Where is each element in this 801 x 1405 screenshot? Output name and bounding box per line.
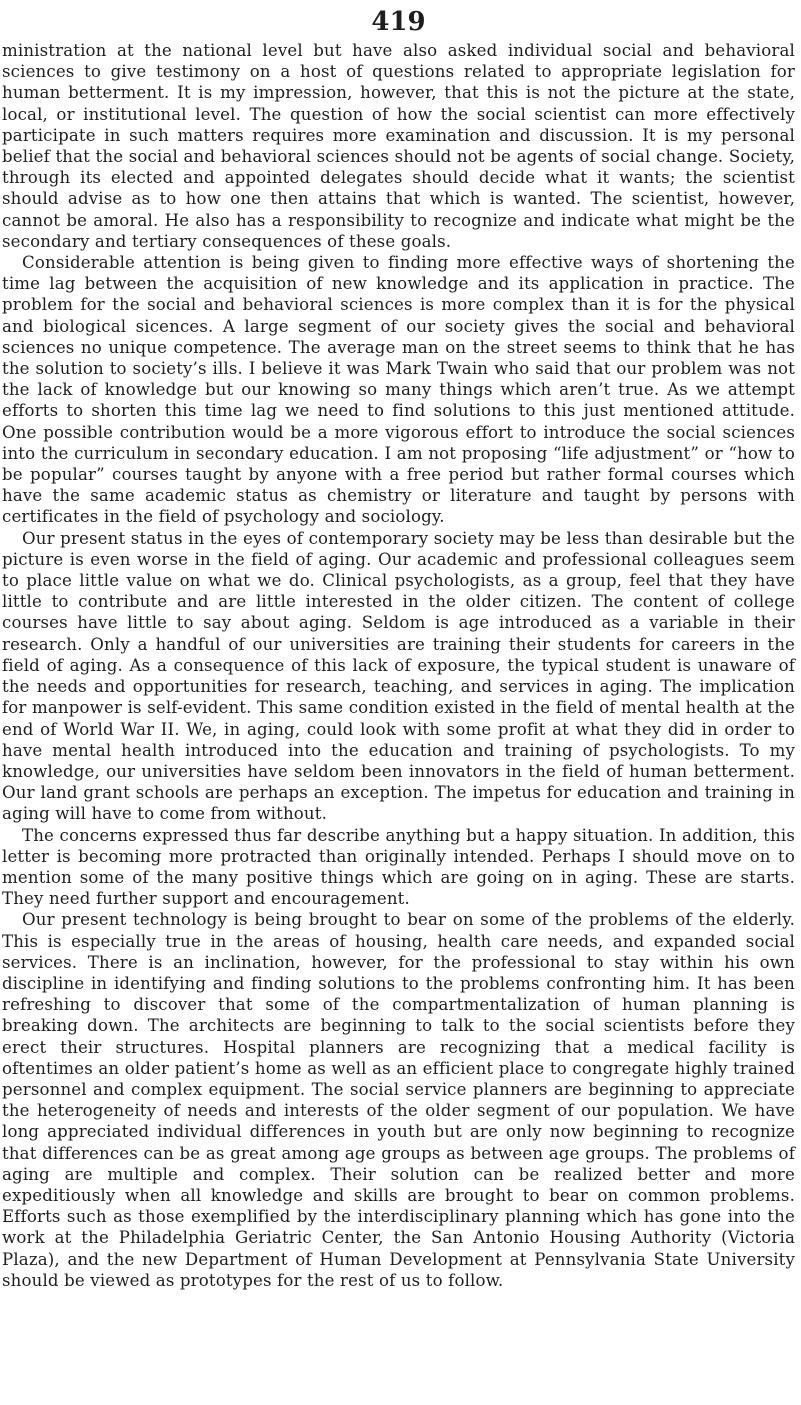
paragraph-4: The concerns expressed thus far describe anything but a happy situation. In addition, this letter is becoming more protracted than originally intended. Perhaps I should move on to mention some of the many positive things which are going on in aging. These are starts. They need further support and encouragement. [2,825,795,909]
paragraph-1: ministration at the national level but have also asked individual social and behavioral sciences to give testimony on a host of questions related to appropriate legislation for human betterment. It is my impression, however, that this is not the picture at the state, local, or institutional level. The question of how the social scientist can more effectively participate in such matters requires more examination and discussion. It is my personal belief that the social and behavioral sciences should not be agents of social change. Society, through its elected and appointed delegates should decide what it wants; the scientist should advise as to how one then attains that which is wanted. The scientist, however, cannot be amoral. He also has a responsibility to recognize and indicate what might be the secondary and tertiary consequences of these goals. [2,41,795,251]
paragraph-5: Our present technology is being brought to bear on some of the problems of the elderly. This is especially true in the areas of housing, health care needs, and expanded social services. There is an inclination, however, for the professional to stay within his own discipline in identifying and finding solutions to the problems confronting him. It has been refreshing to discover that some of the compartmentalization of human planning is breaking down. The architects are beginning to talk to the social scientists before they erect their structures. Hospital planners are recognizing that a medical facility is oftentimes an older patient’s home as well as an efficient place to congregate highly trained personnel and complex equipment. The social service planners are beginning to appreciate the heterogeneity of needs and interests of the older segment of our population. We have long appreciated individual differences in youth but are only now beginning to recognize that differences can be as great among age groups as between age groups. The problems of aging are multiple and complex. Their solution can be realized better and more expeditiously when all knowledge and skills are brought to bear on common problems. Efforts such as those exemplified by the interdisciplinary planning which has gone into the work at the Philadelphia Geriatric Center, the San Antonio Housing Authority (Victoria Plaza), and the new Department of Human Development at Pennsylvania State University should be viewed as prototypes for the rest of us to follow. [2,910,795,1290]
paragraph-3: Our present status in the eyes of contemporary society may be less than desirable but the picture is even worse in the field of aging. Our academic and professional colleagues seem to place little value on what we do. Clinical psychologists, as a group, feel that they have little to contribute and are little interested in the older citizen. The content of college courses have little to say about aging. Seldom is age introduced as a variable in their research. Only a handful of our universities are training their students for careers in the field of aging. As a consequence of this lack of exposure, the typical student is unaware of the needs and opportunities for research, teaching, and services in aging. The implication for manpower is self-evident. This same condition existed in the field of mental health at the end of World War II. We, in aging, could look with some profit at what they did in order to have mental health introduced into the education and training of psychologists. To my knowledge, our universities have seldom been innovators in the field of human betterment. Our land grant schools are perhaps an exception. The impetus for education and training in aging will have to come from without. [2,528,795,824]
paragraph-2: Considerable attention is being given to finding more effective ways of shortening the time lag between the acquisition of new knowledge and its application in practice. The problem for the social and behavioral sciences is more complex than it is for the physical and biological sicences. A large segment of our society gives the social and behavioral sciences no unique competence. The average man on the street seems to think that he has the solution to society’s ills. I believe it was Mark Twain who said that our problem was not the lack of knowledge but our knowing so many things which aren’t true. As we attempt efforts to shorten this time lag we need to find solutions to this just mentioned attitude. One possible contribution would be a more vigorous effort to introduce the social sciences into the curriculum in secondary education. I am not proposing “life adjustment” or “how to be popular” courses taught by anyone with a free period but rather formal courses which have the same academic status as chemistry or literature and taught by persons with certificates in the field of psychology and sociology. [2,253,795,527]
body-text [2,40,795,1291]
page-number: 419 [371,7,426,37]
